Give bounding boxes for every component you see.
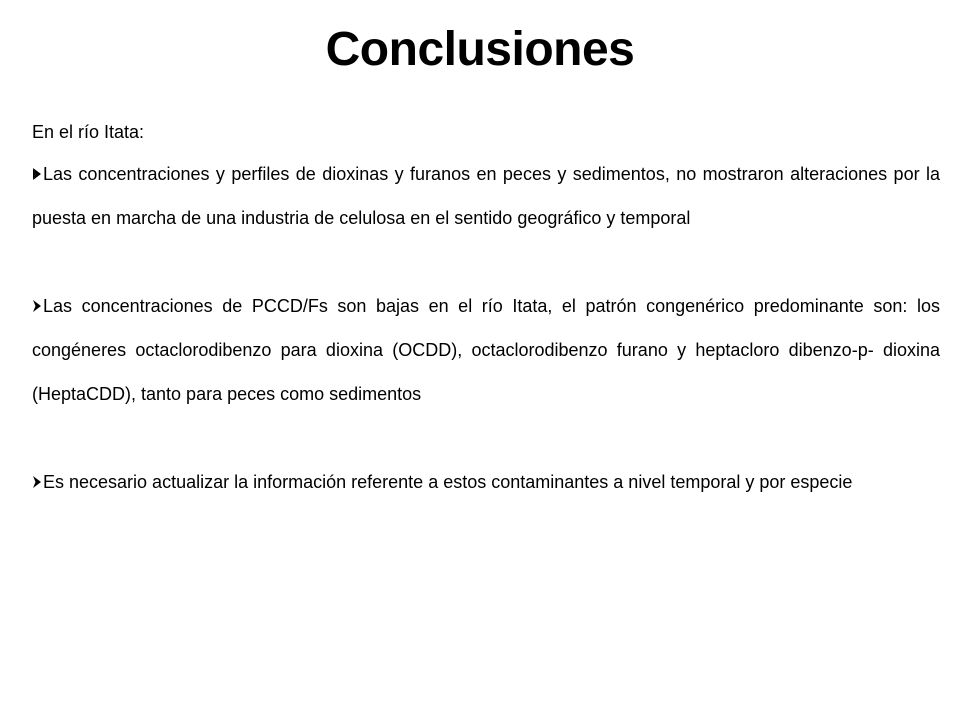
slide-title: Conclusiones <box>325 23 635 76</box>
arrow-bullet-icon <box>32 167 42 181</box>
bullet-item <box>32 284 940 416</box>
arrow-bullet-icon <box>32 299 42 313</box>
bullet-text: Es necesario actualizar la información referente a estos contaminantes a nivel temporal y por especie <box>43 472 853 492</box>
bullet-item <box>32 460 940 504</box>
slide-body <box>32 114 940 504</box>
bullet-item <box>32 152 940 240</box>
bullet-text: Las concentraciones de PCCD/Fs son bajas en el río Itata, el patrón congenérico predominante son: los congéneres octaclorodibenzo para dioxina (OCDD), octaclorodibenzo furano y heptacloro dibenzo-p- dioxina (HeptaCDD), tanto para peces como sedimentos <box>32 296 940 404</box>
intro-text: En el río Itata: <box>32 122 145 142</box>
bullet-text: Las concentraciones y perfiles de dioxinas y furanos en peces y sedimentos, no mostraron alteraciones por la puesta en marcha de una industria de celulosa en el sentido geográfico y temporal <box>32 164 940 228</box>
arrow-bullet-icon <box>32 475 42 489</box>
